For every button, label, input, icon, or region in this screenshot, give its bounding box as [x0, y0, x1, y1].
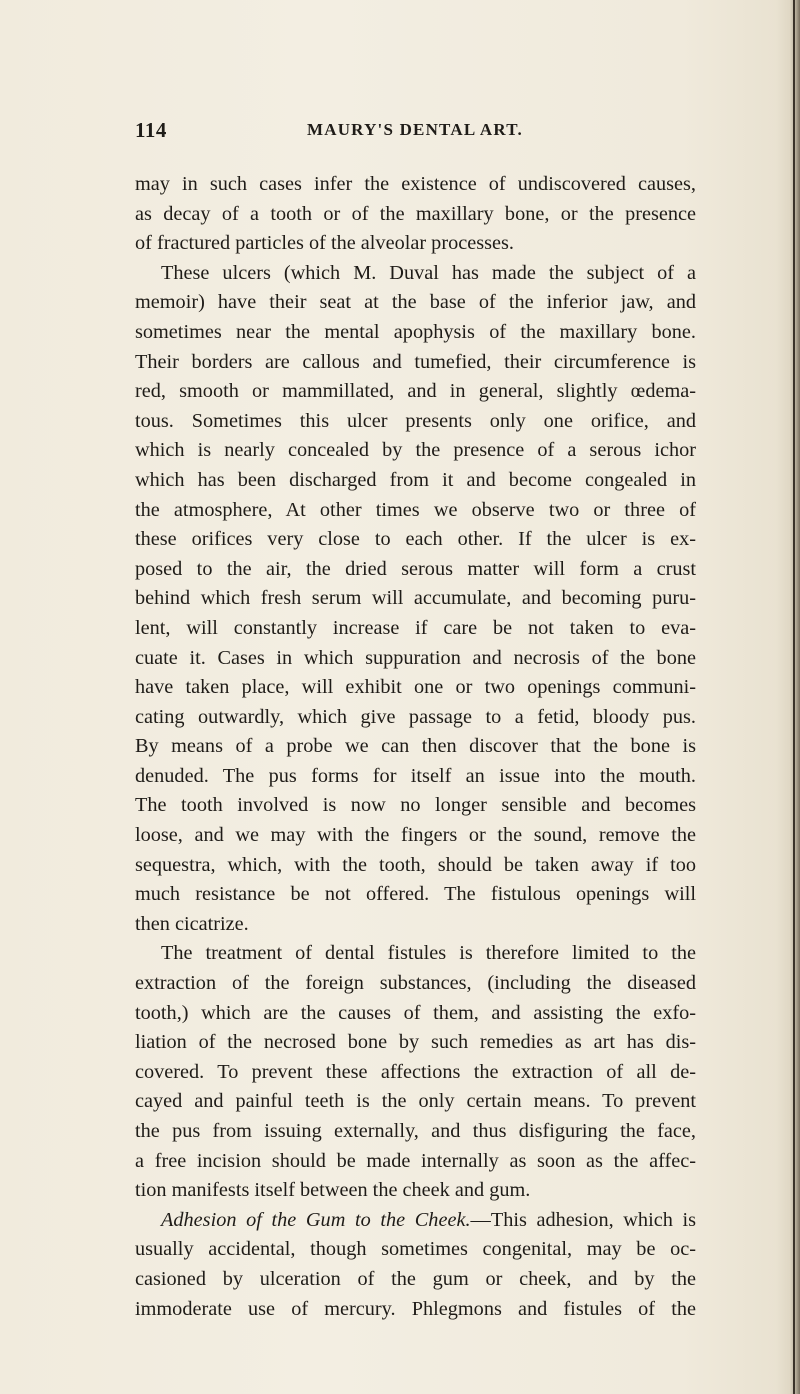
text-line [135, 1147, 696, 1177]
text-line [135, 436, 696, 466]
text-line [135, 999, 696, 1029]
text-line-content: sequestra, which, with the tooth, should be taken away if too [135, 853, 696, 876]
text-line-content: By means of a probe we can then discover that the bone is [135, 735, 696, 758]
text-line-content: The tooth involved is now no longer sensible and becomes [135, 794, 696, 817]
text-line [135, 288, 696, 318]
text-line-content: cayed and painful teeth is the only certain means. To prevent [135, 1090, 696, 1113]
text-line-content: liation of the necrosed bone by such remedies as art has dis- [135, 1031, 696, 1054]
text-line [135, 1206, 696, 1236]
text-line-content: may in such cases infer the existence of undiscovered causes, [135, 173, 696, 195]
text-line [135, 348, 696, 378]
text-line [135, 614, 696, 644]
text-line [135, 1295, 696, 1325]
text-line [135, 377, 696, 407]
text-line [135, 200, 696, 230]
text-line [135, 1028, 696, 1058]
text-line [135, 821, 696, 851]
text-line-content: then cicatrize. [135, 912, 249, 935]
page-edge-line [793, 0, 795, 1394]
text-line [135, 703, 696, 733]
text-line-content: covered. To prevent these affections the extraction of all de- [135, 1060, 696, 1083]
page-number: 114 [135, 118, 167, 142]
text-line-content: have taken place, will exhibit one or two openings communi- [135, 676, 696, 699]
running-head: MAURY'S DENTAL ART. [306, 120, 524, 139]
text-line [135, 1176, 696, 1206]
text-line-content: behind which fresh serum will accumulate, and becoming puru- [135, 587, 696, 610]
text-line-content: These ulcers (which M. Duval has made the subject of a [161, 261, 696, 284]
text-line [135, 170, 696, 200]
text-line-content: casioned by ulceration of the gum or cheek, and by the [135, 1267, 696, 1290]
text-line [135, 1058, 696, 1088]
text-line-content: these orifices very close to each other. If the ulcer is ex- [135, 528, 696, 551]
text-line [135, 259, 696, 289]
text-line-content: a free incision should be made internally as soon as the affec- [135, 1149, 696, 1172]
text-line-content: much resistance be not offered. The fistulous openings will [135, 883, 696, 906]
text-line [135, 466, 696, 496]
text-line-content: tooth,) which are the causes of them, and assisting the exfo- [135, 1001, 696, 1024]
text-line [135, 407, 696, 437]
text-line-content: immoderate use of mercury. Phlegmons and fistules of the [135, 1297, 696, 1320]
text-line [135, 673, 696, 703]
text-line [135, 584, 696, 614]
text-line [135, 1265, 696, 1295]
text-line [135, 762, 696, 792]
text-line [135, 496, 696, 526]
text-line-content: tous. Sometimes this ulcer presents only one orifice, and [135, 409, 696, 432]
text-line [135, 1235, 696, 1265]
text-line [135, 851, 696, 881]
text-line [135, 555, 696, 585]
text-line-content: Their borders are callous and tumefied, their circumference is [135, 350, 696, 373]
section-heading: Adhesion of the Gum to the Cheek. [161, 1208, 471, 1231]
text-line-content: the pus from issuing externally, and thus disfiguring the face, [135, 1120, 696, 1142]
text-line [135, 318, 696, 348]
page-edge-shadow [790, 0, 800, 1394]
text-line [135, 644, 696, 674]
text-line [135, 732, 696, 762]
text-line-content: sometimes near the mental apophysis of the maxillary bone. [135, 320, 696, 343]
text-line-content: tion manifests itself between the cheek and gum. [135, 1179, 531, 1202]
text-line-content: memoir) have their seat at the base of the inferior jaw, and [135, 291, 696, 314]
text-line [135, 1087, 696, 1117]
text-line [135, 525, 696, 555]
page-header [135, 118, 695, 144]
text-line-content: posed to the air, the dried serous matter will form a crust [135, 557, 696, 580]
text-line [135, 880, 696, 910]
text-line-content: lent, will constantly increase if care be not taken to eva- [135, 616, 696, 639]
text-line-content: —This adhesion, which is [470, 1208, 696, 1231]
text-line-content: cating outwardly, which give passage to a fetid, bloody pus. [135, 705, 696, 728]
text-line-content: usually accidental, though sometimes congenital, may be oc- [135, 1238, 696, 1261]
text-line-content: The treatment of dental fistules is therefore limited to the [161, 942, 696, 965]
body-text [135, 170, 696, 1324]
text-line-content: the atmosphere, At other times we observe two or three of [135, 498, 696, 521]
text-line-content: which is nearly concealed by the presence of a serous ichor [135, 439, 696, 462]
text-line-content: cuate it. Cases in which suppuration and necrosis of the bone [135, 646, 696, 669]
text-line [135, 1117, 696, 1147]
text-line [135, 939, 696, 969]
text-line [135, 229, 696, 259]
text-line-content: of fractured particles of the alveolar processes. [135, 232, 514, 255]
text-line-content: which has been discharged from it and become congealed in [135, 468, 696, 491]
text-line [135, 791, 696, 821]
text-line [135, 910, 696, 940]
text-line-content: loose, and we may with the fingers or the sound, remove the [135, 824, 696, 847]
text-line [135, 969, 696, 999]
text-line-content: denuded. The pus forms for itself an issue into the mouth. [135, 764, 696, 787]
text-line-content: extraction of the foreign substances, (including the diseased [135, 972, 696, 995]
text-line-content: as decay of a tooth or of the maxillary bone, or the presence [135, 202, 696, 225]
text-line-content: red, smooth or mammillated, and in general, slightly œdema- [135, 380, 696, 403]
